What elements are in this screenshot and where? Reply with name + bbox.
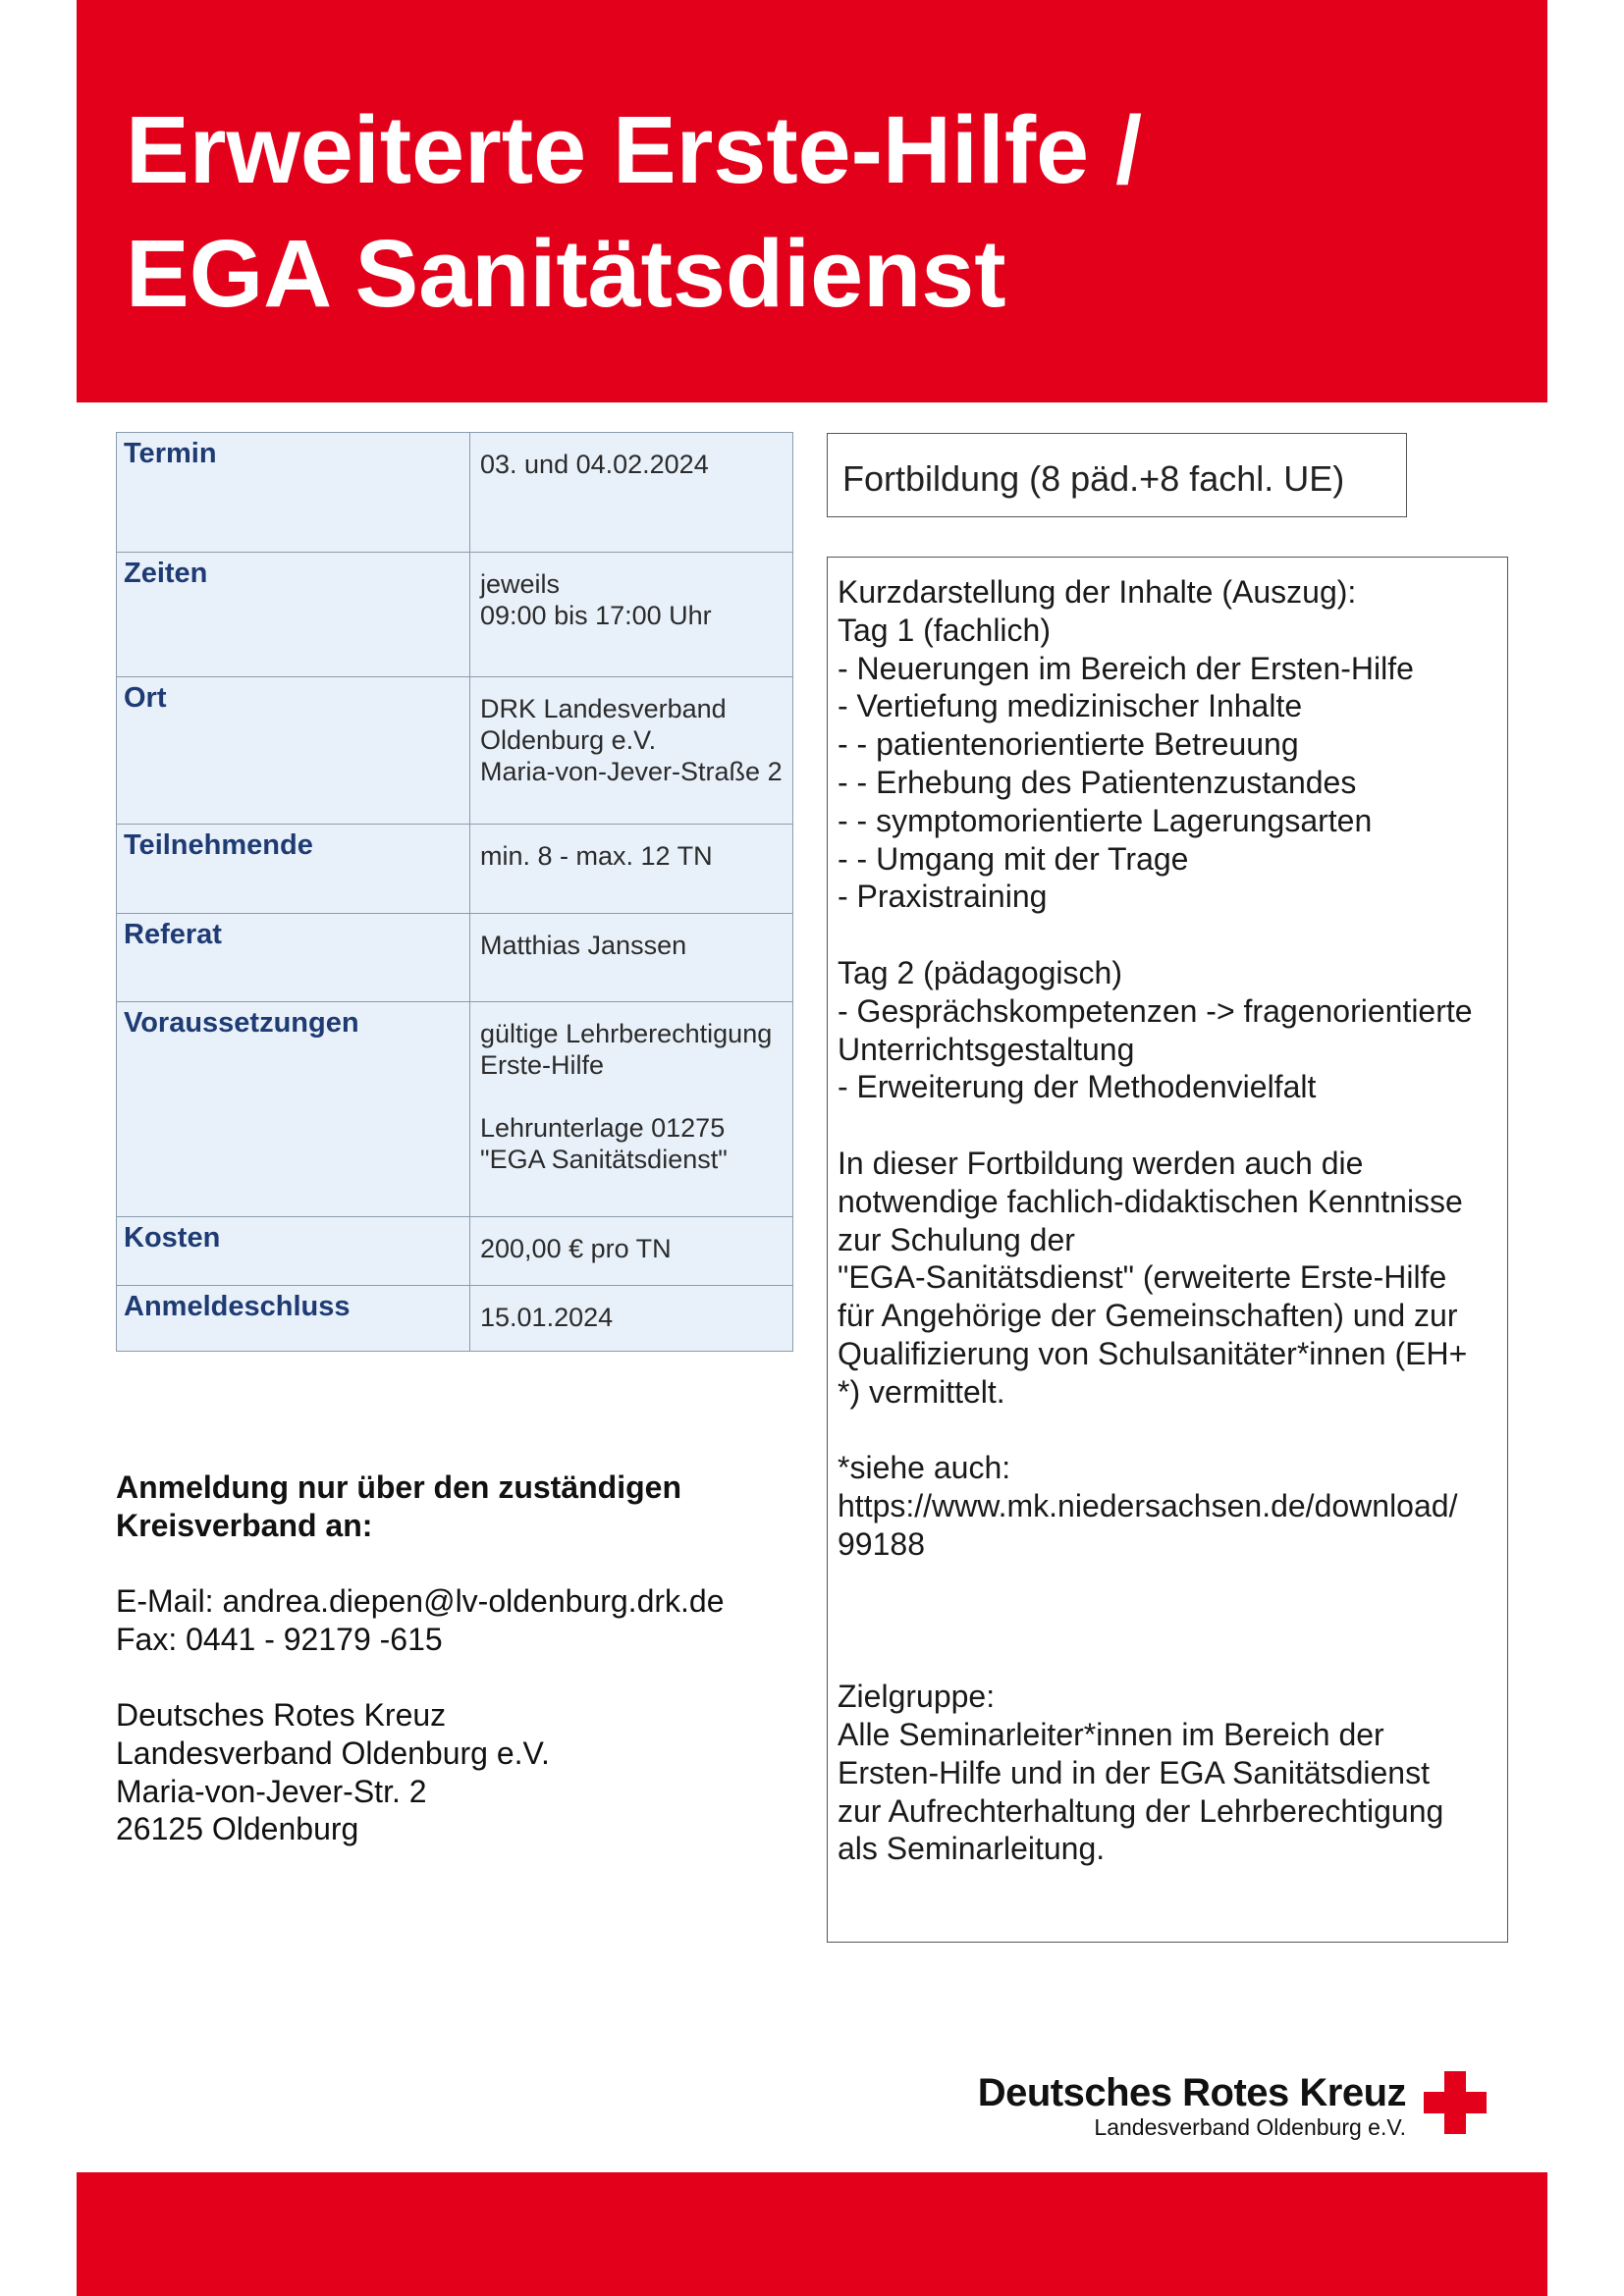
info-value <box>470 1286 793 1352</box>
info-label: Teilnehmende <box>117 825 470 914</box>
info-label: Anmeldeschluss <box>117 1286 470 1352</box>
content-line: *) vermittelt. <box>838 1373 1005 1410</box>
content-line: - Gesprächskompetenzen -> fragenorientierte <box>838 992 1473 1029</box>
info-label: Termin <box>117 433 470 553</box>
contact-email[interactable]: E-Mail: andrea.diepen@lv-oldenburg.drk.de <box>116 1583 725 1620</box>
content-line: - - Erhebung des Patientenzustandes <box>838 764 1357 800</box>
info-value-line: gültige Lehrberechtigung <box>480 1019 773 1048</box>
content-line: 99188 <box>838 1525 925 1562</box>
info-value <box>470 914 793 1002</box>
content-line: - Erweiterung der Methodenvielfalt <box>838 1069 1317 1105</box>
info-row <box>117 1286 793 1352</box>
address-line: Maria-von-Jever-Str. 2 <box>116 1773 427 1809</box>
fortbildung-box: Fortbildung (8 päd.+8 fachl. UE) <box>827 433 1407 517</box>
contact-heading-2: Kreisverband an: <box>116 1507 373 1543</box>
content-line: In dieser Fortbildung werden auch die <box>838 1145 1364 1181</box>
info-label: Ort <box>117 677 470 825</box>
content-line: Kurzdarstellung der Inhalte (Auszug): <box>838 574 1357 610</box>
info-row <box>117 677 793 825</box>
content-line: "EGA-Sanitätsdienst" (erweiterte Erste-Hilfe <box>838 1259 1447 1296</box>
content-line: Qualifizierung von Schulsanitäter*innen (EH+ <box>838 1335 1468 1371</box>
content-line <box>838 1564 1507 1602</box>
logo-main-text: Deutsches Rotes Kreuz <box>977 2071 1406 2114</box>
page-title <box>126 88 1142 336</box>
content-line: *siehe auch: <box>838 1450 1011 1486</box>
content-line: Zielgruppe: <box>838 1679 996 1715</box>
info-row <box>117 1217 793 1286</box>
info-value-line: Erste-Hilfe <box>480 1050 605 1080</box>
address-line: 26125 Oldenburg <box>116 1811 359 1847</box>
content-line: notwendige fachlich-didaktischen Kenntnisse <box>838 1183 1463 1219</box>
info-label: Referat <box>117 914 470 1002</box>
content-line: Unterrichtsgestaltung <box>838 1031 1135 1067</box>
content-line: Tag 1 (fachlich) <box>838 612 1051 648</box>
contact-fax: Fax: 0441 - 92179 -615 <box>116 1621 443 1657</box>
content-line: - - symptomorientierte Lagerungsarten <box>838 802 1373 838</box>
info-value-line: 09:00 bis 17:00 Uhr <box>480 601 712 630</box>
content-line: zur Schulung der <box>838 1221 1075 1257</box>
info-value-line: 200,00 € pro TN <box>480 1234 672 1263</box>
content-line: - Neuerungen im Bereich der Ersten-Hilfe <box>838 650 1414 686</box>
title-line-1: Erweiterte Erste-Hilfe / <box>126 96 1143 203</box>
info-value-line: DRK Landesverband <box>480 694 727 723</box>
info-row <box>117 914 793 1002</box>
footer-band <box>77 2172 1547 2296</box>
red-cross-icon <box>1424 2071 1487 2134</box>
info-value-line: 15.01.2024 <box>480 1303 614 1332</box>
info-row <box>117 1002 793 1217</box>
reference-link[interactable]: https://www.mk.niedersachsen.de/download/ <box>838 1488 1458 1524</box>
content-line <box>838 1412 1507 1450</box>
course-info-table <box>116 432 793 1352</box>
info-row <box>117 825 793 914</box>
info-row <box>117 433 793 553</box>
content-summary-box <box>827 557 1508 1943</box>
info-value-line: jeweils <box>480 569 561 599</box>
content-line: - Praxistraining <box>838 879 1048 915</box>
content-line: Tag 2 (pädagogisch) <box>838 954 1122 990</box>
registration-contact <box>116 1468 803 1848</box>
content-line: zur Aufrechterhaltung der Lehrberechtigung <box>838 1792 1444 1829</box>
content-line: als Seminarleitung. <box>838 1831 1106 1867</box>
info-value <box>470 1217 793 1286</box>
info-row <box>117 553 793 677</box>
content-line: - - Umgang mit der Trage <box>838 840 1189 877</box>
info-value <box>470 553 793 677</box>
drk-logo <box>972 2069 1522 2148</box>
info-value-line: Oldenburg e.V. <box>480 725 657 755</box>
content-line: Alle Seminarleiter*innen im Bereich der <box>838 1716 1384 1752</box>
info-label: Zeiten <box>117 553 470 677</box>
info-value-line: min. 8 - max. 12 TN <box>480 841 713 871</box>
info-value-line: Lehrunterlage 01275 <box>480 1113 726 1143</box>
content-line: Ersten-Hilfe und in der EGA Sanitätsdienst <box>838 1754 1430 1790</box>
logo-sub-text: Landesverband Oldenburg e.V. <box>1094 2114 1406 2140</box>
address-line: Deutsches Rotes Kreuz <box>116 1697 447 1734</box>
contact-heading-1: Anmeldung nur über den zuständigen <box>116 1469 681 1505</box>
info-value <box>470 1002 793 1217</box>
info-value-line <box>480 1081 785 1112</box>
content-line: für Angehörige der Gemeinschaften) und zur <box>838 1298 1458 1334</box>
info-value-line: Matthias Janssen <box>480 931 687 960</box>
info-value <box>470 433 793 553</box>
info-value-line: Maria-von-Jever-Straße 2 <box>480 757 783 786</box>
address-line: Landesverband Oldenburg e.V. <box>116 1735 550 1771</box>
content-line <box>838 1602 1507 1640</box>
content-line <box>838 1639 1507 1678</box>
content-line: - Vertiefung medizinischer Inhalte <box>838 688 1303 724</box>
info-label: Kosten <box>117 1217 470 1286</box>
content-line <box>838 916 1507 954</box>
info-value <box>470 825 793 914</box>
content-line: - - patientenorientierte Betreuung <box>838 726 1299 763</box>
info-value <box>470 677 793 825</box>
info-value-line: "EGA Sanitätsdienst" <box>480 1145 728 1174</box>
info-value-line: 03. und 04.02.2024 <box>480 450 709 479</box>
content-line <box>838 1106 1507 1145</box>
info-label: Voraussetzungen <box>117 1002 470 1217</box>
title-line-2: EGA Sanitätsdienst <box>126 220 1006 327</box>
